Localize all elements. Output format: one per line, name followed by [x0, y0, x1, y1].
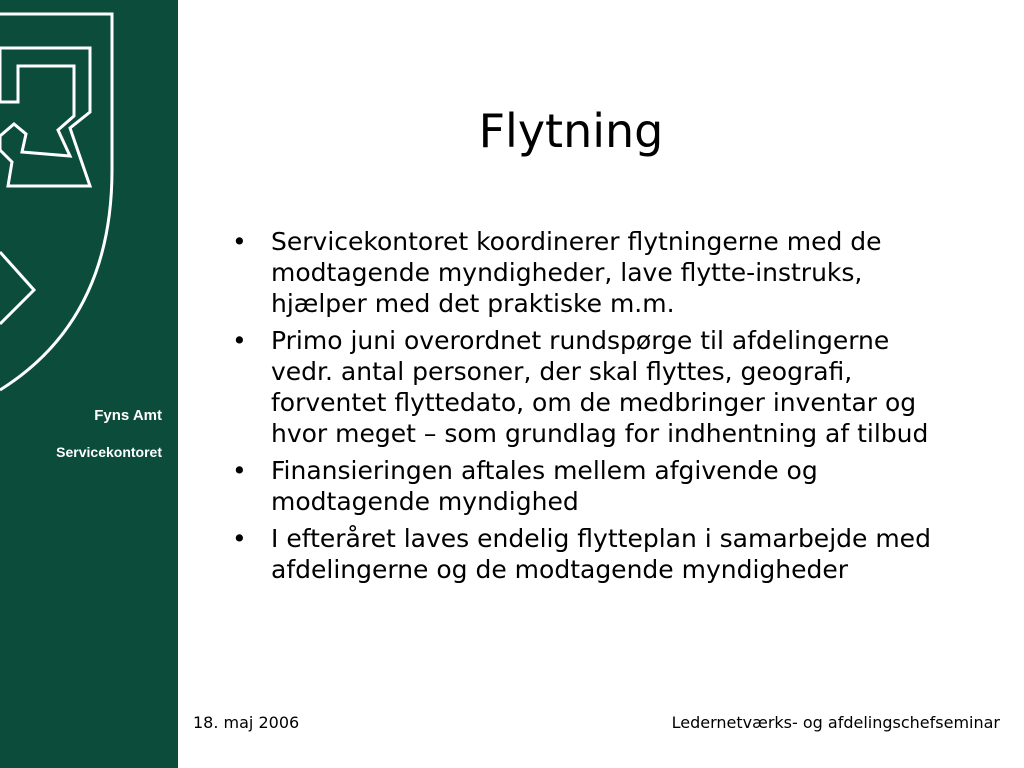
bullet-icon: •	[232, 227, 247, 256]
coat-of-arms-logo	[0, 0, 178, 400]
bullet-icon: •	[232, 326, 247, 355]
bullet-item	[232, 226, 952, 319]
organization-name: Fyns Amt	[94, 407, 162, 424]
bullet-text: Servicekontoret koordinerer flytningerne med de modtagende myndigheder, lave flytte-instruks, hjælper med det praktiske m.m.	[271, 227, 882, 318]
bullet-item	[232, 523, 952, 585]
footer-date: 18. maj 2006	[193, 713, 300, 732]
footer-event: Ledernetværks- og afdelingschefseminar	[671, 713, 1000, 732]
department-name: Servicekontoret	[56, 444, 162, 460]
bullet-text: Primo juni overordnet rundspørge til afdelingerne vedr. antal personer, der skal flyttes, geografi, forventet flyttedato, om de medbringer inventar og hvor meget – som grundlag for indhentning af tilbud	[271, 326, 929, 448]
bullet-item	[232, 325, 952, 449]
bullet-list	[232, 226, 952, 591]
bullet-icon: •	[232, 524, 247, 553]
bullet-icon: •	[232, 456, 247, 485]
bullet-text: I efteråret laves endelig flytteplan i samarbejde med afdelingerne og de modtagende myndigheder	[271, 524, 931, 584]
slide-title: Flytning	[478, 104, 664, 158]
bullet-text: Finansieringen aftales mellem afgivende og modtagende myndighed	[271, 456, 818, 516]
sidebar	[0, 0, 178, 768]
bullet-item	[232, 455, 952, 517]
